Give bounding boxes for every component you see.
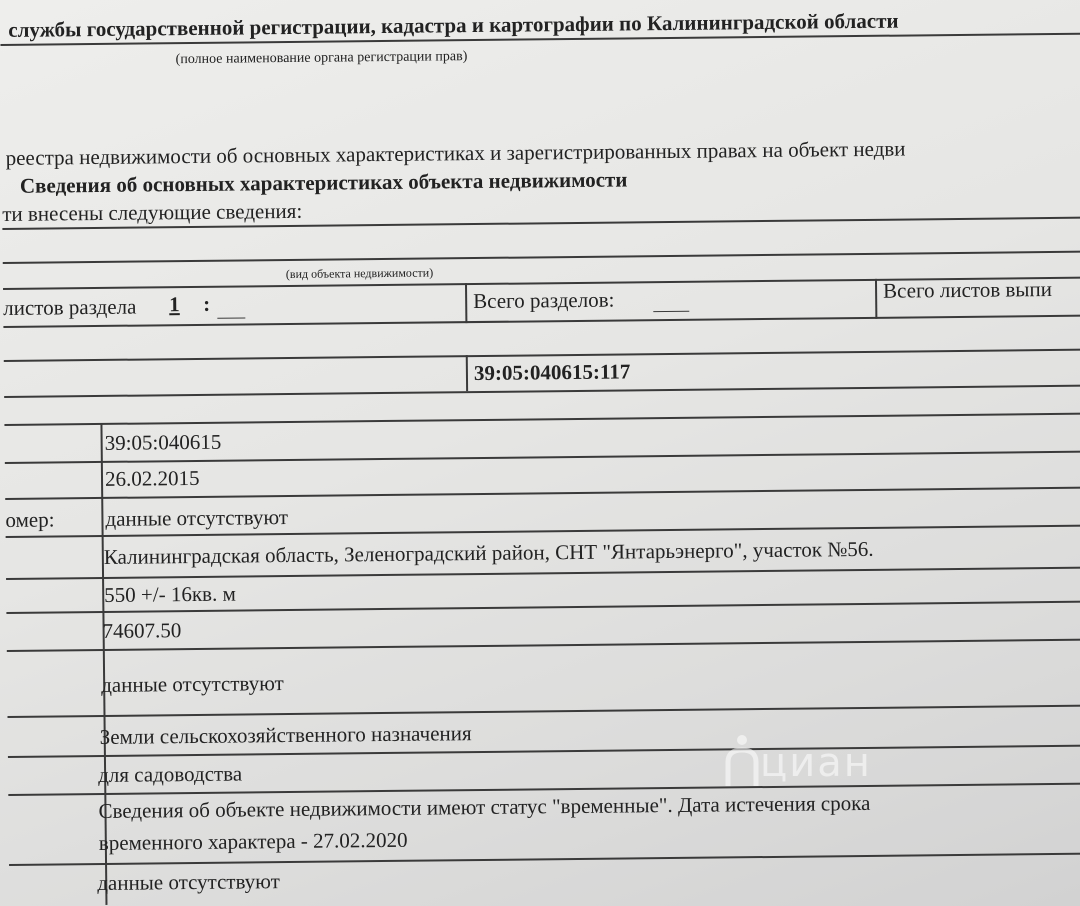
table-row-value: данные отсутствуют [105, 505, 289, 531]
table-row-value: 550 +/- 16кв. м [104, 581, 236, 607]
divider [4, 413, 1080, 426]
blank-underline [653, 311, 689, 313]
table-row-value: 39:05:040615 [104, 429, 222, 455]
section-title: Сведения об основных характеристиках объекта недвижимости [19, 167, 628, 198]
column-divider [465, 283, 467, 323]
entered-line: ти внесены следующие сведения: [2, 198, 303, 226]
sheets-section-label: листов раздела [3, 294, 137, 320]
table-row-value: 74607.50 [102, 618, 182, 643]
object-type-caption: (вид объекта недвижимости) [285, 265, 434, 282]
table-row-label: омер: [5, 507, 55, 532]
table-row-value: Сведения об объекте недвижимости имеют статус "временные". Дата истечения срока [98, 790, 871, 824]
colon: : [203, 291, 211, 316]
object-type-line [3, 251, 1080, 264]
total-sections-label: Всего разделов: [473, 287, 615, 314]
watermark-logo-icon [722, 732, 762, 788]
watermark-text: циан [760, 740, 872, 786]
table-row-value: 26.02.2015 [104, 465, 200, 491]
cadastral-number: 39:05:040615:117 [473, 359, 631, 386]
divider [3, 315, 1080, 328]
total-sheets-label: Всего листов выпи [882, 277, 1053, 303]
authority-caption: (полное наименование органа регистрации прав) [175, 49, 468, 68]
column-divider [875, 279, 877, 319]
registry-line: реестра недвижимости об основных характеристиках и зарегистрированных правах на объект недви [5, 136, 906, 170]
section-number: 1 [169, 292, 180, 317]
divider [4, 385, 1080, 398]
blank-underline [217, 317, 245, 318]
table-row-value: Земли сельскохозяйственного назначения [99, 721, 472, 749]
table-row-value: для садоводства [97, 761, 243, 788]
table-row-value-continued: временного характера - 27.02.2020 [98, 827, 408, 856]
table-row-value: данные отсутствуют [97, 869, 280, 896]
table-row-value: Калининградская область, Зеленоградский район, СНТ "Янтарьэнерго", участок №56. [103, 536, 874, 569]
authority-name: службы государственной регистрации, кадастра и картографии по Калининградской области [8, 8, 899, 42]
column-divider [466, 355, 468, 391]
table-row-value: данные отсутствуют [101, 671, 284, 697]
table-row-line [7, 705, 1080, 718]
